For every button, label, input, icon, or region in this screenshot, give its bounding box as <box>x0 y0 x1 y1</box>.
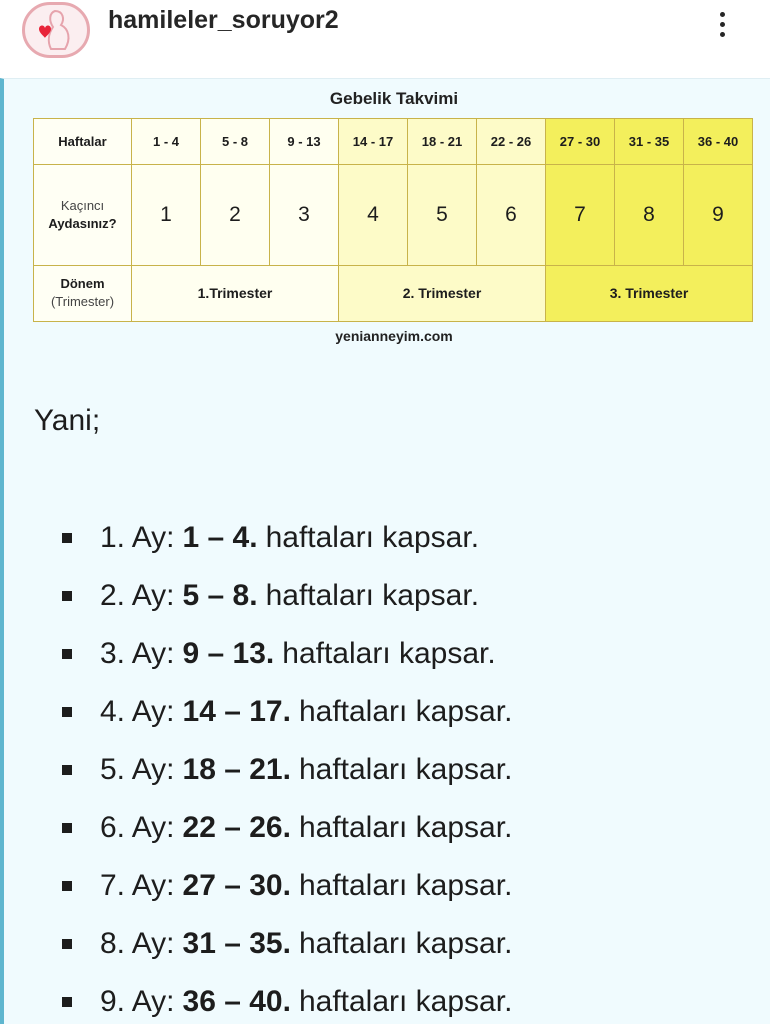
bullet-icon <box>62 765 72 775</box>
month-cell: 9 <box>684 165 753 265</box>
item-prefix: 2. Ay: <box>100 579 175 612</box>
item-suffix: haftaları kapsar. <box>265 521 480 554</box>
item-range: 9 – 13. <box>182 637 275 670</box>
item-range: 22 – 26. <box>182 811 291 844</box>
item-suffix: haftaları kapsar. <box>298 927 513 960</box>
item-range: 36 – 40. <box>182 985 291 1018</box>
item-prefix: 7. Ay: <box>100 869 175 902</box>
trimester-row-header <box>34 265 132 321</box>
item-prefix: 6. Ay: <box>100 811 175 844</box>
item-suffix: haftaları kapsar. <box>298 869 513 902</box>
item-suffix: haftaları kapsar. <box>298 695 513 728</box>
weeks-row <box>34 119 753 165</box>
trimester-row <box>34 265 753 321</box>
trimester-row-header-line1: Dönem <box>60 276 105 292</box>
bullet-icon <box>62 533 72 543</box>
item-prefix: 3. Ay: <box>100 637 175 670</box>
list-item <box>62 741 512 799</box>
item-prefix: 9. Ay: <box>100 985 175 1018</box>
week-cell: 18 - 21 <box>408 119 477 165</box>
month-cell: 8 <box>615 165 684 265</box>
month-list <box>62 509 512 1031</box>
months-row <box>34 165 753 265</box>
bullet-icon <box>62 707 72 717</box>
dot <box>720 22 725 27</box>
month-cell: 6 <box>477 165 546 265</box>
item-range: 14 – 17. <box>182 695 291 728</box>
trimester-cell: 3. Trimester <box>546 265 753 321</box>
list-item <box>62 683 512 741</box>
item-range: 27 – 30. <box>182 869 291 902</box>
post-image <box>0 78 770 1024</box>
month-cell: 2 <box>201 165 270 265</box>
list-item <box>62 915 512 973</box>
bullet-icon <box>62 881 72 891</box>
week-cell: 14 - 17 <box>339 119 408 165</box>
month-cell: 3 <box>270 165 339 265</box>
item-suffix: haftaları kapsar. <box>265 579 480 612</box>
week-cell: 22 - 26 <box>477 119 546 165</box>
trimester-cell: 1.Trimester <box>132 265 339 321</box>
months-row-header-line2: Aydasınız? <box>48 215 117 231</box>
months-row-header <box>34 165 132 265</box>
week-cell: 5 - 8 <box>201 119 270 165</box>
item-range: 31 – 35. <box>182 927 291 960</box>
item-prefix: 5. Ay: <box>100 753 175 786</box>
item-prefix: 4. Ay: <box>100 695 175 728</box>
avatar[interactable] <box>22 2 90 58</box>
pregnancy-calendar-table <box>33 118 753 322</box>
item-range: 1 – 4. <box>182 521 258 554</box>
week-cell: 36 - 40 <box>684 119 753 165</box>
trimester-cell: 2. Trimester <box>339 265 546 321</box>
list-item <box>62 973 512 1031</box>
bullet-icon <box>62 591 72 601</box>
bullet-icon <box>62 649 72 659</box>
more-options-icon[interactable] <box>706 4 738 44</box>
weeks-row-header: Haftalar <box>34 119 132 165</box>
post-header <box>0 0 770 76</box>
bullet-icon <box>62 823 72 833</box>
dot <box>720 12 725 17</box>
list-item <box>62 567 512 625</box>
username[interactable]: hamileler_soruyor2 <box>108 6 339 34</box>
item-prefix: 1. Ay: <box>100 521 175 554</box>
pregnant-woman-heart-icon <box>25 5 87 55</box>
month-cell: 4 <box>339 165 408 265</box>
week-cell: 1 - 4 <box>132 119 201 165</box>
months-row-header-line1: Kaçıncı <box>60 197 105 213</box>
month-cell: 1 <box>132 165 201 265</box>
bullet-icon <box>62 939 72 949</box>
item-prefix: 8. Ay: <box>100 927 175 960</box>
bullet-icon <box>62 997 72 1007</box>
item-suffix: haftaları kapsar. <box>298 753 513 786</box>
item-suffix: haftaları kapsar. <box>298 985 513 1018</box>
list-item <box>62 625 512 683</box>
week-cell: 9 - 13 <box>270 119 339 165</box>
intro-text: Yani; <box>34 404 101 437</box>
week-cell: 27 - 30 <box>546 119 615 165</box>
chart-title: Gebelik Takvimi <box>329 89 459 108</box>
item-range: 5 – 8. <box>182 579 258 612</box>
list-item <box>62 857 512 915</box>
item-range: 18 – 21. <box>182 753 291 786</box>
list-item <box>62 509 512 567</box>
month-cell: 5 <box>408 165 477 265</box>
dot <box>720 32 725 37</box>
item-suffix: haftaları kapsar. <box>282 637 496 670</box>
item-suffix: haftaları kapsar. <box>298 811 513 844</box>
source-text: yenianneyim.com <box>335 328 453 344</box>
trimester-row-header-line2: (Trimester) <box>50 294 115 310</box>
week-cell: 31 - 35 <box>615 119 684 165</box>
month-cell: 7 <box>546 165 615 265</box>
list-item <box>62 799 512 857</box>
